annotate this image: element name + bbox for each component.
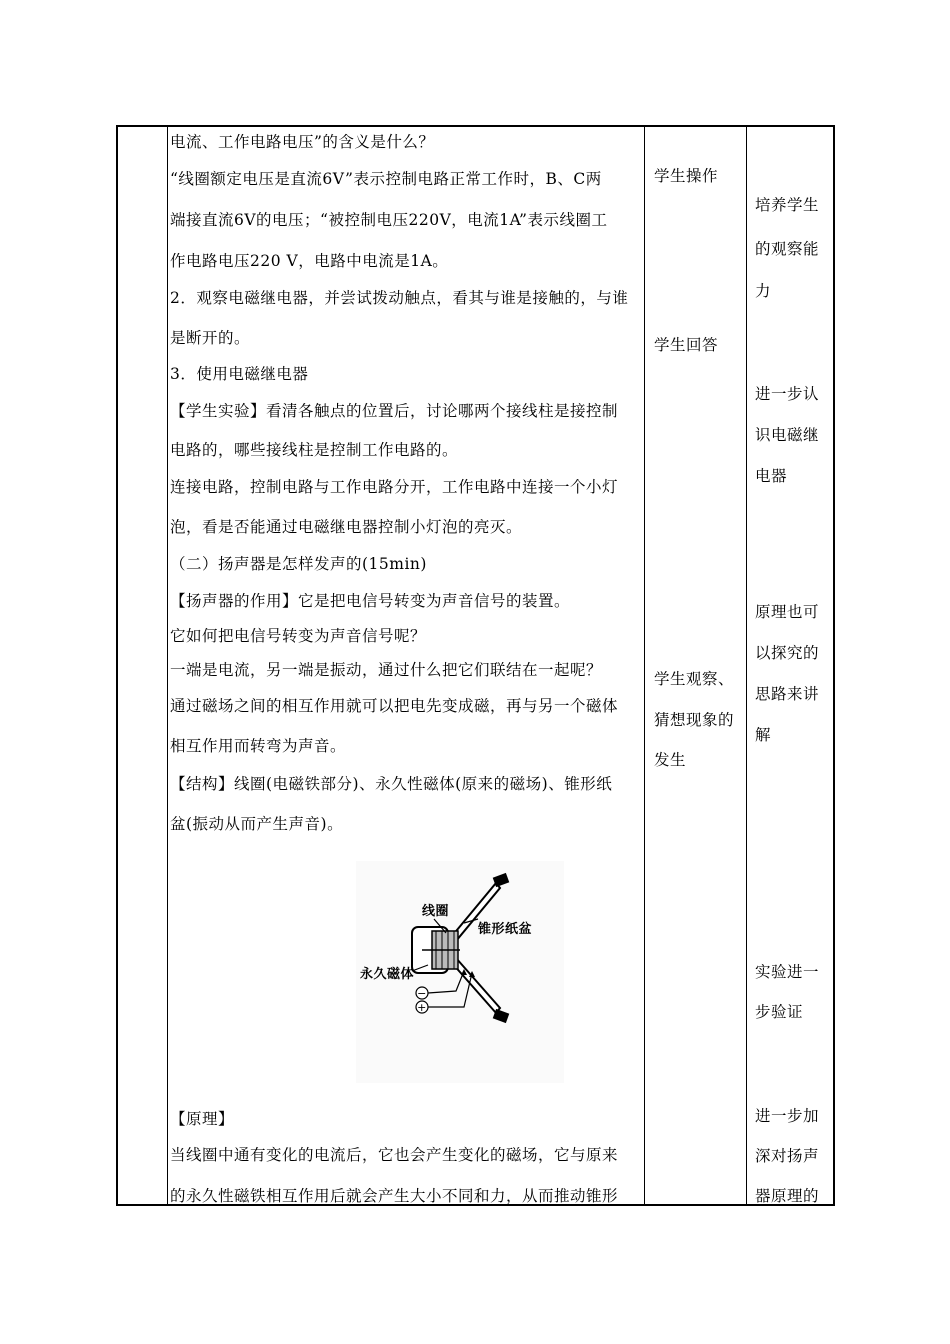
intent-line: 思路来讲 (755, 685, 820, 703)
column-divider (167, 127, 168, 1204)
loudspeaker-figure (356, 861, 564, 1083)
intent-line: 解 (755, 726, 772, 744)
intent-line: 培养学生 (755, 196, 820, 214)
intent-line: 步验证 (755, 1003, 804, 1021)
intent-line: 器原理的 (755, 1187, 820, 1205)
intent-line: 进一步加 (755, 1107, 820, 1125)
cone-label: 锥形纸盆 (478, 922, 533, 937)
activity-line: 猜想现象的 (654, 711, 735, 729)
content-line: 【扬声器的作用】它是把电信号转变为声音信号的装置。 (170, 592, 571, 610)
intent-line: 识电磁继 (755, 426, 820, 444)
content-line: 一端是电流，另一端是振动，通过什么把它们联结在一起呢？ (170, 661, 603, 679)
intent-line: 的观察能 (755, 240, 820, 258)
intent-line: 以探究的 (755, 644, 820, 662)
content-line: 3．使用电磁继电器 (170, 365, 309, 383)
activity-line: 学生回答 (654, 336, 719, 354)
intent-line: 进一步认 (755, 385, 820, 403)
content-line: 【学生实验】看清各触点的位置后，讨论哪两个接线柱是接控制 (170, 402, 619, 420)
lesson-table (116, 125, 835, 1206)
activity-line: 学生观察、 (654, 670, 735, 688)
content-line: 盆(振动从而产生声音)。 (170, 815, 344, 833)
column-divider (746, 127, 747, 1204)
content-line: 是断开的。 (170, 329, 251, 347)
content-line: 通过磁场之间的相互作用就可以把电先变成磁，再与另一个磁体 (170, 697, 619, 715)
loudspeaker-diagram (356, 861, 564, 1083)
intent-line: 原理也可 (755, 603, 820, 621)
content-line: 泡，看是否能通过电磁继电器控制小灯泡的亮灭。 (170, 518, 523, 536)
content-line: 连接电路，控制电路与工作电路分开，工作电路中连接一个小灯 (170, 478, 619, 496)
content-line: 【原理】 (170, 1110, 235, 1128)
content-line: 电流、工作电路电压”的含义是什么？ (170, 133, 435, 151)
plus-terminal-label: + (417, 1001, 427, 1014)
content-line: （二）扬声器是怎样发声的(15min) (170, 555, 427, 573)
intent-line: 电器 (755, 467, 788, 485)
content-line: 相互作用而转弯为声音。 (170, 737, 347, 755)
intent-line: 实验进一 (755, 963, 820, 981)
intent-line: 深对扬声 (755, 1147, 820, 1165)
content-line: 端接直流6V的电压；“被控制电压220V，电流1A”表示线圈工 (170, 211, 608, 229)
coil-label: 线圈 (422, 904, 450, 919)
content-line: 2．观察电磁继电器，并尝试拨动触点，看其与谁是接触的，与谁 (170, 289, 629, 307)
intent-line: 力 (755, 282, 772, 300)
content-line: 它如何把电信号转变为声音信号呢？ (170, 627, 427, 645)
column-divider (644, 127, 645, 1204)
content-line: 作电路电压220 V，电路中电流是1A。 (170, 252, 449, 270)
content-line: 【结构】线圈(电磁铁部分)、永久性磁体(原来的磁场)、锥形纸 (170, 775, 613, 793)
minus-terminal-label: − (417, 987, 427, 1000)
content-line: 当线圈中通有变化的电流后，它也会产生变化的磁场，它与原来 (170, 1146, 619, 1164)
activity-line: 学生操作 (654, 167, 719, 185)
activity-line: 发生 (654, 751, 687, 769)
content-line: “线圈额定电压是直流6V”表示控制电路正常工作时，B、C两 (170, 170, 602, 188)
content-line: 的永久性磁铁相互作用后就会产生大小不同和力，从而推动锥形 (170, 1187, 619, 1205)
content-line: 电路的，哪些接线柱是控制工作电路的。 (170, 441, 459, 459)
magnet-label: 永久磁体 (360, 967, 415, 982)
